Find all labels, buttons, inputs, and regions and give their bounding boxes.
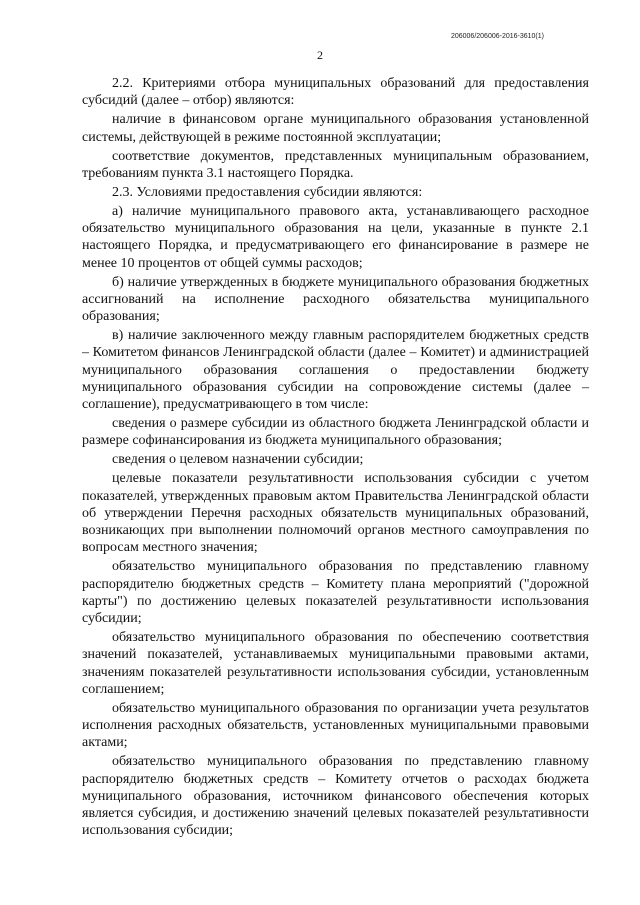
paragraph: а) наличие муниципального правового акта, устанавливающего расходное обязательство муниципального образования на цели, указанные в пункте 2.1 настоящего Порядка, и предусматривающего его финансирование в размере не менее 10 процентов от общей суммы расходов; bbox=[82, 203, 589, 271]
paragraph: в) наличие заключенного между главным распорядителем бюджетных средств – Комитетом финансов Ленинградской области (далее – Комитет) и администрацией муниципального образования соглашения о предоставлении бюджету муниципального образования субсидии на сопровождение системы (далее – соглашение), предусматривающего в том числе: bbox=[82, 328, 589, 412]
paragraph: сведения о целевом назначении субсидии; bbox=[112, 452, 364, 468]
paragraph: обязательство муниципального образования по обеспечению соответствия значений показателей, устанавливаемых муниципальными правовыми актами, значениям показателей результативности использования субсидии, установленным соглашением; bbox=[82, 630, 589, 697]
paragraph: соответствие документов, представленных муниципальным образованием, требованиям пункта 3.1 настоящего Порядка. bbox=[82, 148, 589, 181]
paragraph: целевые показатели результативности использования субсидии с учетом показателей, утвержденных правовым актом Правительства Ленинградской области об утверждении Перечня расходных обязательств муниципальных образований, возникающих при выполнении полномочий органов местного самоуправления по вопросам местного значения; bbox=[82, 471, 589, 556]
paragraph: 2.2. Критериями отбора муниципальных образований для предоставления субсидий (далее – отбор) являются: bbox=[82, 76, 589, 109]
paragraph: б) наличие утвержденных в бюджете муниципального образования бюджетных ассигнований на исполнение расходного обязательства муниципального образования; bbox=[82, 274, 589, 325]
paragraph: обязательство муниципального образования по представлению главному распорядителю бюджетных средств – Комитету плана мероприятий ("дорожной карты") по достижению целевых показателей результативности использования субсидии; bbox=[82, 559, 589, 626]
document-body bbox=[82, 75, 589, 841]
paragraph: обязательство муниципального образования по представлению главному распорядителю бюджетных средств – Комитету отчетов о расходах бюджета муниципального образования, источником финансового обеспечения которых является субсидия, и достижению значений целевых показателей результативности использования субсидии; bbox=[82, 754, 589, 839]
paragraph: сведения о размере субсидии из областного бюджета Ленинградской области и размере софинансирования из бюджета муниципального образования; bbox=[82, 416, 589, 449]
paragraph: наличие в финансовом органе муниципального образования установленной системы, действующей в режиме постоянной эксплуатации; bbox=[82, 112, 589, 145]
paragraph: обязательство муниципального образования по организации учета результатов исполнения расходных обязательств, установленных муниципальными правовыми актами; bbox=[82, 700, 589, 751]
paragraph: 2.3. Условиями предоставления субсидии являются: bbox=[112, 184, 423, 200]
page-number: 2 bbox=[317, 48, 323, 62]
document-id: 206006/206006-2016-3610(1) bbox=[450, 33, 544, 40]
